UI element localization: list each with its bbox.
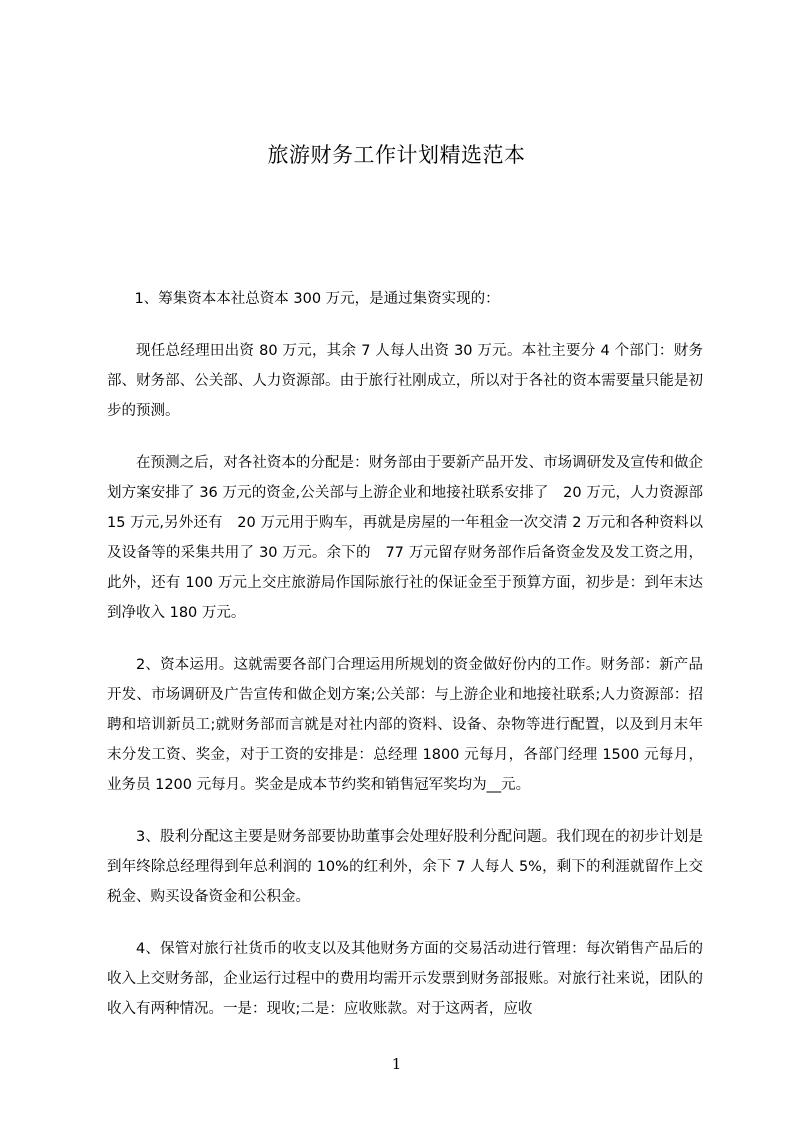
document-body <box>107 284 703 1046</box>
paragraph-capital-raising: 1、筹集资本本社总资本 300 万元，是通过集资实现的： <box>134 291 500 307</box>
paragraph-dividend-distribution: 3、股利分配这主要是财务部要协助董事会处理好股利分配问题。我们现在的初步计划是到年终除总经理得到年总利润的 10%的红利外，余下 7 人每人 5%，剩下的利涯就留作上交税金、购买设备资金和公积金。 <box>107 829 703 905</box>
paragraph-capital-usage: 2、资本运用。这就需要各部门合理运用所规划的资金做好份内的工作。财务部：新产品开发、市场调研及广告宣传和做企划方案;公关部：与上游企业和地接社联系;人力资源部：招聘和培训新员工;就财务部而言就是对社内部的资料、设备、杂物等进行配置，以及到月末年末分发工资、奖金，对于工资的安排是：总经理 1800 元每月，各部门经理 1500 元每月，业务员 1200 元每月。奖金是成本节约奖和销售冠军奖均为__元。 <box>107 657 703 793</box>
paragraph-capital-allocation: 在预测之后，对各社资本的分配是：财务部由于要新产品开发、市场调研发及宣传和做企划方案安排了 36 万元的资金,公关部与上游企业和地接社联系安排了 20 万元，人力资源部 15 万元,另外还有 20 万元用于购车，再就是房屋的一年租金一次交清 2 万元和各种资料以及设备等的采集共用了 30 万元。余下的 77 万元留存财务部作后备资金发及发工资之用，此外，还有 100 万元上交庄旅游局作国际旅行社的保证金至于预算方面，初步是：到年末达到净收入 180 万元。 <box>107 455 703 621</box>
document-title: 旅游财务工作计划精选范本 <box>267 143 526 167</box>
page-number: 1 <box>391 1055 402 1073</box>
paragraph-capital-contribution: 现任总经理田出资 80 万元，其余 7 人每人出资 30 万元。本社主要分 4 个部门：财务部、财务部、公关部、人力资源部。由于旅行社刚成立，所以对于各社的资本需要量只能是初步的预测。 <box>107 343 703 419</box>
paragraph-cash-management: 4、保管对旅行社货币的收支以及其他财务方面的交易活动进行管理：每次销售产品后的收入上交财务部，企业运行过程中的费用均需开示发票到财务部报账。对旅行社来说，团队的收入有两种情况。一是：现收;二是：应收账款。对于这两者，应收 <box>107 941 703 1017</box>
